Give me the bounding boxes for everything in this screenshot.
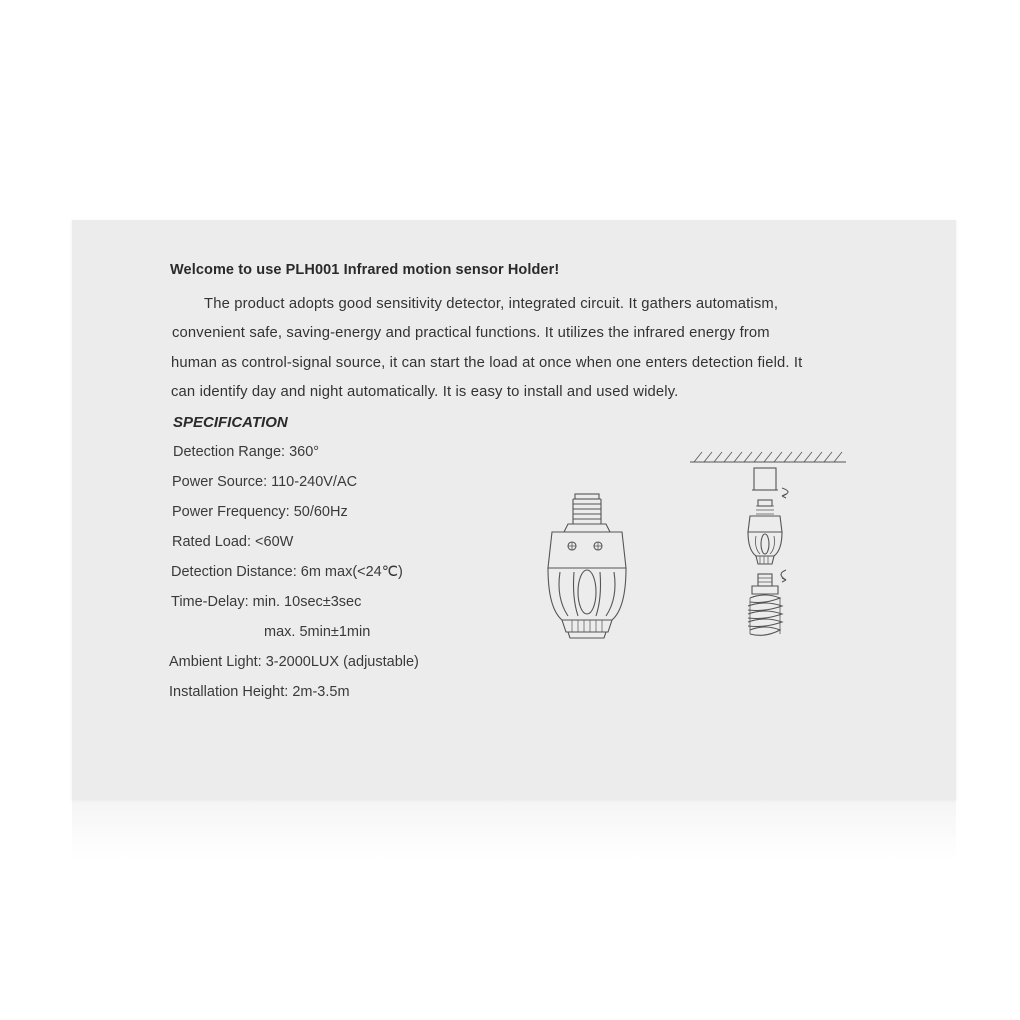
spec-ambient-light: Ambient Light: 3-2000LUX (adjustable): [169, 654, 419, 670]
spec-detection-distance: Detection Distance: 6m max(<24℃): [171, 564, 403, 580]
card-heading: Welcome to use PLH001 Infrared motion sensor Holder!: [170, 262, 560, 278]
instruction-card: [72, 220, 956, 800]
specification-title: SPECIFICATION: [173, 414, 288, 431]
paragraph-line-2: convenient safe, saving-energy and practical functions. It utilizes the infrared energy from: [172, 325, 770, 341]
spec-rated-load: Rated Load: <60W: [172, 534, 294, 550]
sensor-holder-drawing: [542, 488, 632, 668]
paragraph-line-3: human as control-signal source, it can start the load at once when one enters detection field. It: [171, 355, 803, 371]
spec-time-delay-max: max. 5min±1min: [264, 624, 371, 640]
spec-power-source: Power Source: 110-240V/AC: [172, 474, 358, 490]
spec-time-delay-min: Time-Delay: min. 10sec±3sec: [171, 594, 362, 610]
spec-detection-range: Detection Range: 360°: [173, 444, 320, 460]
spec-installation-height: Installation Height: 2m-3.5m: [169, 684, 350, 700]
installation-drawing: [690, 450, 850, 690]
paragraph-line-1: The product adopts good sensitivity detector, integrated circuit. It gathers automatism,: [204, 296, 779, 312]
paragraph-line-4: can identify day and night automatically. It is easy to install and used widely.: [171, 384, 679, 400]
spec-power-frequency: Power Frequency: 50/60Hz: [172, 504, 348, 520]
card-reflection: [72, 800, 956, 860]
